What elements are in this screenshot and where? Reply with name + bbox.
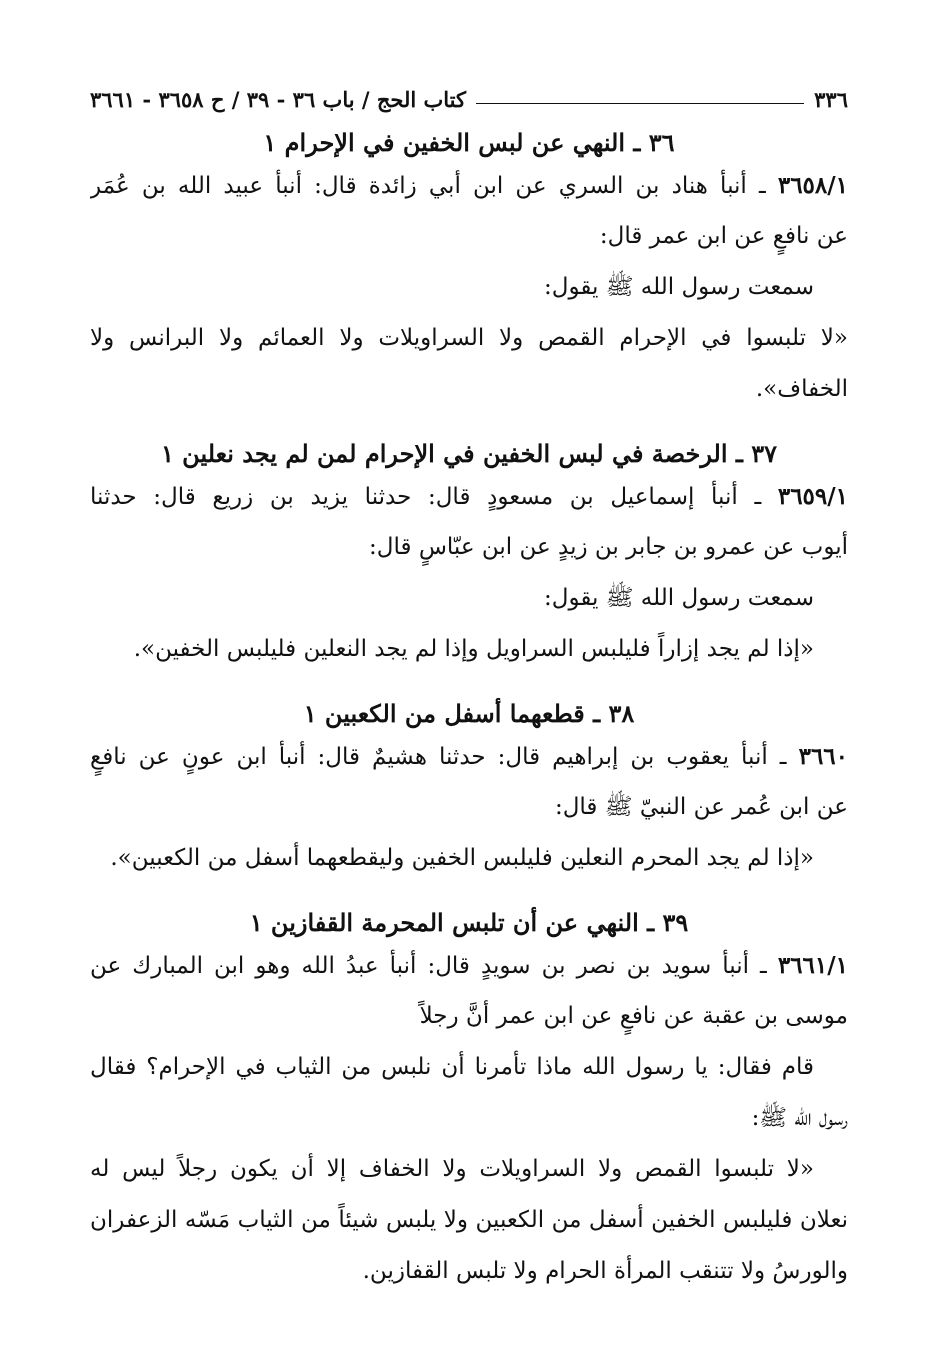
hadith-line: «إذا لم يجد المحرم النعلين فليلبس الخفين وليقطعهما أسفل من الكعبين». xyxy=(110,845,814,871)
hadith-line: ٣٦٥٩/١ ـ أنبأ إسماعيل بن مسعودٍ قال: حدثنا يزيد بن زريع قال: حدثنا xyxy=(90,483,848,510)
hadith-number: ٣٦٥٩/١ xyxy=(777,483,848,510)
hadith-line: ٣٦٥٨/١ ـ أنبأ هناد بن السري عن ابن أبي زائدة قال: أنبأ عبيد الله بن عُمَر xyxy=(90,172,848,199)
hadith-line: نعلان فليلبس الخفين أسفل من الكعبين ولا يلبس شيئاً من الثياب مَسّه الزعفران xyxy=(90,1207,848,1233)
hadith-line: عن ابن عُمر عن النبيّ ﷺ قال: xyxy=(554,794,848,820)
hadith-line: عن نافعٍ عن ابن عمر قال: xyxy=(599,223,848,249)
header-rule xyxy=(476,103,804,104)
section-title-37: ٣٧ ـ الرخصة في لبس الخفين في الإحرام لمن لم يجد نعلين ١ xyxy=(160,439,778,468)
hadith-line: «لا تلبسوا في الإحرام القمص ولا السراويلات ولا العمائم ولا البرانس ولا xyxy=(90,325,848,351)
hadith-line: «إذا لم يجد إزاراً فليلبس السراويل وإذا لم يجد النعلين فليلبس الخفين». xyxy=(133,636,814,662)
hadith-number: ٣٦٦١/١ xyxy=(777,952,848,979)
hadith-line: قام فقال: يا رسول الله ماذا تأمرنا أن نلبس من الثياب في الإحرام؟ فقال xyxy=(90,1054,814,1080)
hadith-line: «لا تلبسوا القمص ولا السراويلات ولا الخفاف إلا أن يكون رجلاً ليس له xyxy=(90,1156,814,1182)
hadith-line: ٣٦٦١/١ ـ أنبأ سويد بن نصر بن سويدٍ قال: أنبأ عبدُ الله وهو ابن المبارك عن xyxy=(90,952,848,979)
hadith-line: والورسُ ولا تتنقب المرأة الحرام ولا تلبس القفازين. xyxy=(362,1258,848,1284)
hadith-number: ٣٦٥٨/١ xyxy=(777,172,848,199)
section-title-36: ٣٦ ـ النهي عن لبس الخفين في الإحرام ١ xyxy=(263,128,675,157)
hadith-line: ٣٦٦٠ ـ أنبأ يعقوب بن إبراهيم قال: حدثنا هشيمٌ قال: أنبأ ابن عونٍ عن نافعٍ xyxy=(90,743,848,770)
running-title: كتاب الحج / باب ٣٦ - ٣٩ / ح ٣٦٥٨ - ٣٦٦١ xyxy=(90,87,467,112)
hadith-line: الخفاف». xyxy=(755,376,848,402)
book-page xyxy=(90,78,848,1297)
hadith-line: أيوب عن عمرو بن جابر بن زيدٍ عن ابن عبّاسٍ قال: xyxy=(369,534,848,560)
hadith-line: سمعت رسول الله ﷺ يقول: xyxy=(544,585,814,611)
section-title-38: ٣٨ ـ قطعهما أسفل من الكعبين ١ xyxy=(303,699,635,728)
section-title-39: ٣٩ ـ النهي عن أن تلبس المحرمة القفازين ١ xyxy=(249,908,689,937)
hadith-line: موسى بن عقبة عن نافعٍ عن ابن عمر أنَّ رجلاً xyxy=(419,1003,848,1029)
hadith-line: سمعت رسول الله ﷺ يقول: xyxy=(544,274,814,300)
page-number: ٣٣٦ xyxy=(814,87,848,112)
hadith-line: رسول الله ﷺ: xyxy=(751,1105,848,1131)
hadith-number: ٣٦٦٠ xyxy=(798,743,848,770)
running-header xyxy=(90,78,848,112)
